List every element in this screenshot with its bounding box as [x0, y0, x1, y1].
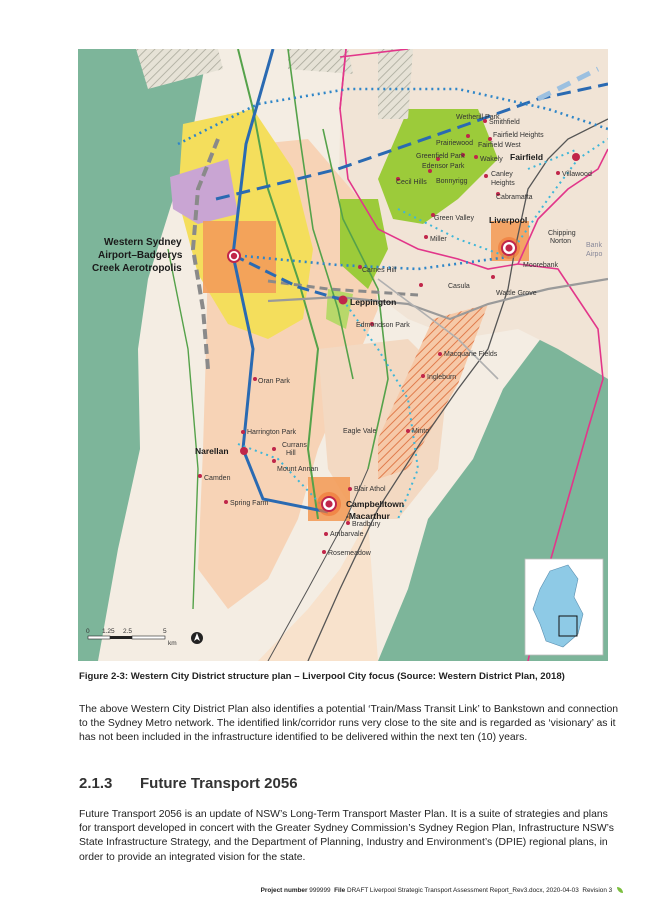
centre-marker-leppington — [339, 296, 348, 305]
label-bank: Bank — [586, 242, 602, 249]
footer-revision-label: Revision — [582, 887, 607, 894]
scale-unit: km — [168, 640, 177, 647]
label-heights: Heights — [491, 180, 515, 187]
label-canley: Canley — [491, 171, 513, 178]
label-green-valley: Green Valley — [434, 215, 474, 222]
footer-project-label: Project number — [260, 887, 308, 894]
footer-file-name: DRAFT Liverpool Strategic Transport Assessment Report_Rev3.docx, 2020-04-03 — [346, 887, 579, 894]
label-airport-badgerys: Airport–Badgerys — [98, 250, 183, 261]
label-norton: Norton — [550, 238, 572, 245]
label-wakely: Wakely — [480, 156, 503, 163]
label-edensor-park: Edensor Park — [422, 163, 465, 170]
label-fairfield-heights: Fairfield Heights — [493, 132, 544, 139]
footer-file-label: File — [334, 887, 346, 894]
figure-caption: Figure 2-3: Western City District structure plan – Liverpool City focus (Source: Western District Plan, 2018) — [79, 671, 565, 682]
centre-marker-campbelltown — [317, 492, 341, 516]
label-harrington-park: Harrington Park — [247, 429, 297, 436]
label-moorebank: Moorebank — [523, 262, 559, 269]
paragraph-transit-link: The above Western City District Plan also identifies a potential ‘Train/Mass Transit Link’ to Bankstown and connection to the Sydney Metro network. The identified link/corridor runs very close to the site and is regarded as ‘visionary’ as it has not been included in the infrastructure identified to be delivered within the next ten (10) years. — [79, 704, 619, 744]
label-carnes-hill: Carnes Hill — [362, 267, 397, 274]
label-villawood: Villawood — [562, 171, 592, 178]
label-camden: Camden — [204, 475, 231, 482]
label-leppington: Leppington — [350, 297, 397, 307]
label-cabramatta: Cabramatta — [496, 194, 533, 201]
label-fairfield: Fairfield — [510, 152, 544, 162]
section-heading — [79, 775, 298, 792]
section-title: Future Transport 2056 — [140, 775, 298, 792]
label-western-sydney: Western Sydney — [104, 237, 182, 248]
label-narellan: Narellan — [195, 446, 229, 456]
label-macarthur: -Macarthur — [346, 511, 390, 521]
locator-inset-map — [525, 559, 603, 655]
label-creek-aerotropolis: Creek Aerotropolis — [92, 263, 182, 274]
footer-revision-number: 3 — [608, 887, 613, 894]
north-arrow-icon — [191, 632, 203, 644]
label-macquarie-fields: Macquarie Fields — [444, 351, 498, 358]
label-miller: Miller — [430, 236, 447, 243]
footer-project-number: 999999 — [309, 887, 331, 894]
label-casula: Casula — [448, 283, 470, 290]
label-liverpool: Liverpool — [489, 215, 528, 225]
label-ambarvale: Ambarvale — [330, 531, 364, 538]
page-footer — [261, 887, 623, 894]
scale-tick-3: 5 — [163, 628, 167, 635]
paragraph-future-transport: Future Transport 2056 is an update of NSW’s Long-Term Transport Master Plan. It is a suite of strategies and plans for transport developed in concert with the Greater Sydney Commission’s Sydney Region Plan, Infrastructure NSW’s State Infrastructure Strategy, and the Department of Planning, Industry and Environment’s (DPIE) regional plans, in order to provide an integrated vision for the state. — [79, 809, 614, 863]
label-campbelltown: Campbelltown — [346, 499, 405, 509]
scale-tick-2: 2.5 — [123, 628, 133, 635]
label-bradbury: Bradbury — [352, 521, 381, 528]
label-rosemeadow: Rosemeadow — [328, 550, 371, 557]
label-ingleburn: Ingleburn — [427, 374, 457, 381]
centre-marker-aerotropolis — [228, 250, 240, 262]
label-prairiewood: Prairiewood — [436, 140, 473, 147]
label-edmondson-park: Edmondson Park — [356, 322, 410, 329]
label-wetherill-park: Wetherill Park — [456, 114, 500, 121]
label-hill: Hill — [286, 450, 296, 457]
label-mount-annan: Mount Annan — [277, 466, 319, 473]
label-fairfield-west: Fairfield West — [478, 142, 521, 149]
scale-tick-0: 0 — [86, 628, 90, 635]
scale-tick-1: 1.25 — [102, 628, 115, 635]
centre-marker-liverpool — [498, 237, 520, 259]
label-wattle-grove: Wattle Grove — [496, 290, 537, 297]
centre-marker-narellan — [240, 447, 248, 455]
label-smithfield: Smithfield — [489, 119, 520, 126]
label-spring-farm: Spring Farm — [230, 500, 269, 507]
label-cecil-hills: Cecil Hills — [396, 179, 427, 186]
label-currans: Currans — [282, 442, 307, 449]
structure-plan-map — [78, 49, 608, 661]
leaf-logo-icon — [617, 887, 623, 893]
label-bonnyrigg: Bonnyrigg — [436, 178, 468, 185]
label-greenfield-park: Greenfield Park — [416, 153, 465, 160]
label-blair-athol: Blair Athol — [354, 486, 386, 493]
centre-marker-fairfield — [572, 153, 580, 161]
section-number: 2.1.3 — [79, 775, 113, 792]
label-eagle-vale: Eagle Vale — [343, 428, 377, 435]
label-airpo: Airpo — [586, 251, 603, 258]
label-chipping: Chipping — [548, 230, 576, 237]
label-oran-park: Oran Park — [258, 378, 290, 385]
label-minto: Minto — [412, 428, 430, 435]
